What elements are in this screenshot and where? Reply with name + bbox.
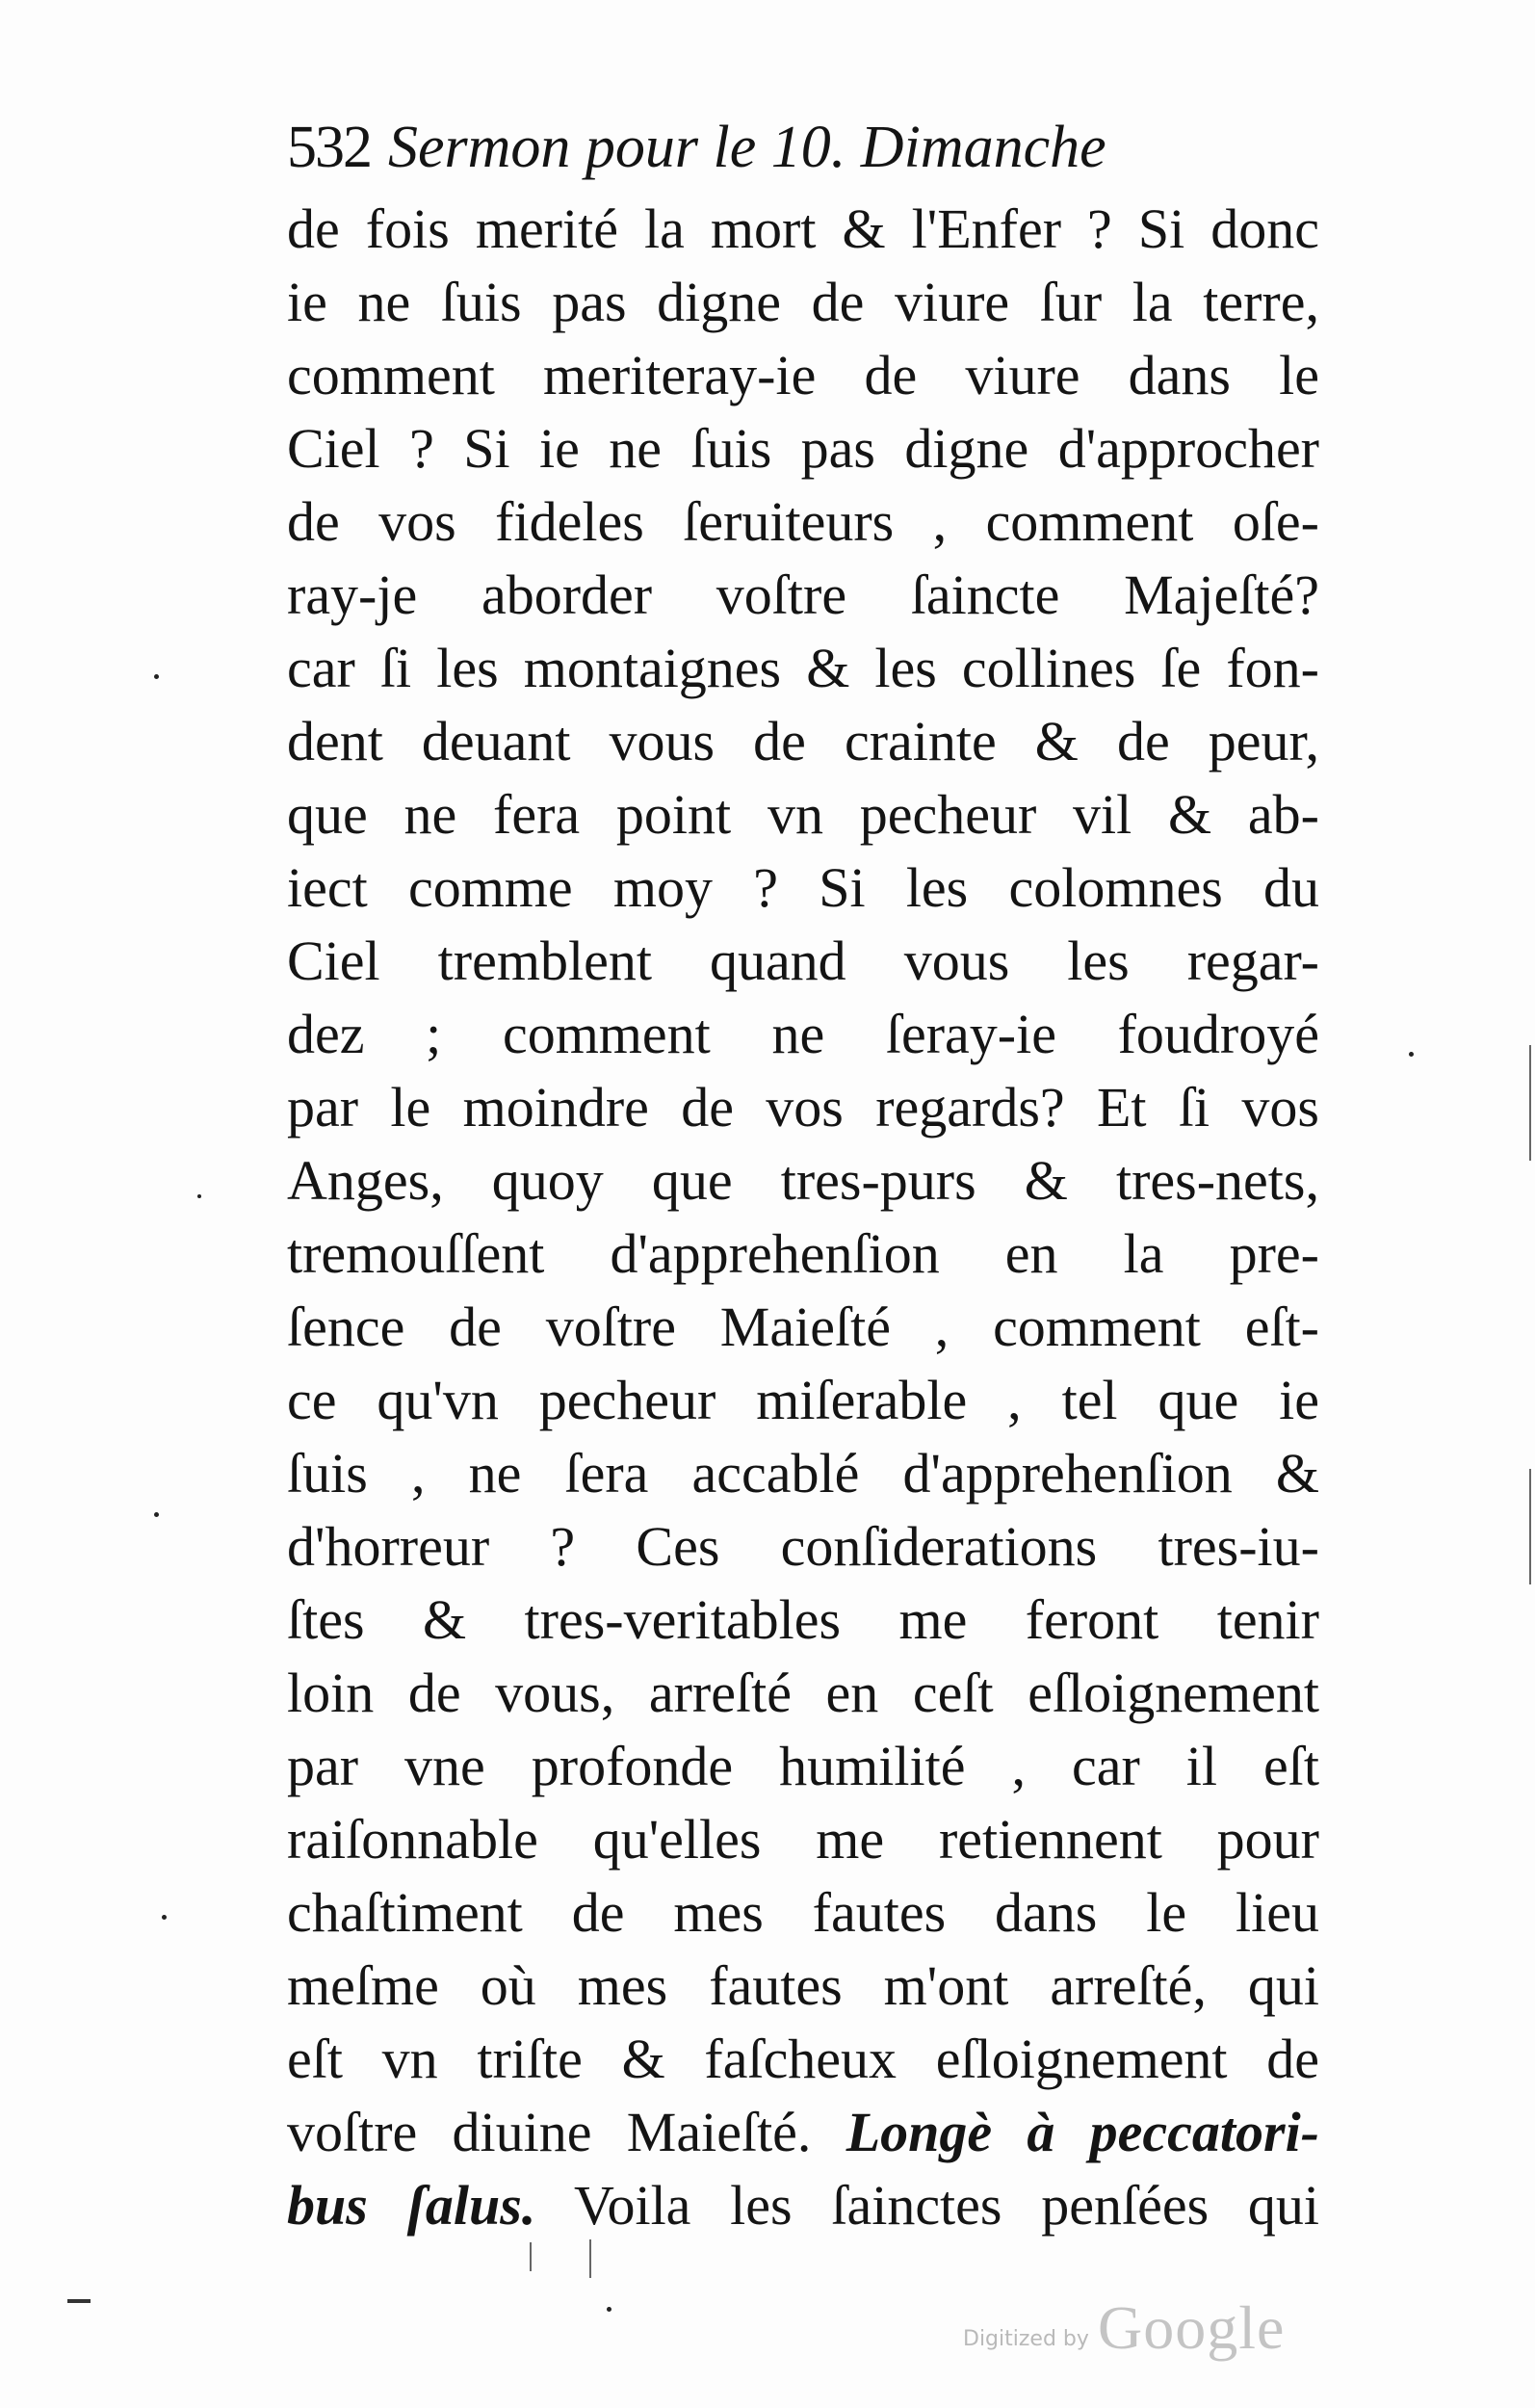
text-line: chaſtiment de mes fautes dans le lieu <box>287 1881 1319 1944</box>
scan-speck <box>162 1915 167 1920</box>
scan-speck <box>1409 1052 1414 1057</box>
text-line: loin de vous, arreſté en ceſt eſloignement <box>287 1662 1319 1724</box>
text-line: ſtes & tres-veritables me feront tenir <box>287 1588 1319 1651</box>
text-line <box>287 2169 1319 2242</box>
latin-quote: bus ſalus. <box>287 2174 536 2237</box>
text-line: de vos fideles ſeruiteurs , comment oſe- <box>287 490 1319 553</box>
text-line: comment meriteray-ie de viure dans le <box>287 344 1319 406</box>
scan-mark <box>1529 1469 1531 1584</box>
scan-speck <box>607 2307 611 2312</box>
text-line: dez ; comment ne ſeray-ie foudroyé <box>287 1003 1319 1065</box>
scan-mark <box>67 2299 91 2303</box>
sermon-text <box>287 193 1327 2242</box>
running-head: Sermon pour le 10. Dimanche <box>388 115 1106 180</box>
scan-speck <box>154 674 159 679</box>
watermark-caption: Digitized by <box>963 2327 1089 2351</box>
text-line: car ſi les montaignes & les collines ſe fon- <box>287 637 1319 699</box>
text-line: raiſonnable qu'elles me retiennent pour <box>287 1808 1319 1871</box>
text-line: d'horreur ? Ces conſiderations tres-iu- <box>287 1515 1319 1578</box>
text-line: iect comme moy ? Si les colomnes du <box>287 856 1319 919</box>
text-line: tremouſſent d'apprehenſion en la pre- <box>287 1222 1319 1285</box>
text-line: Ciel tremblent quand vous les regar- <box>287 929 1319 992</box>
page-number: 532 <box>287 115 371 180</box>
page-header <box>287 114 1269 191</box>
text-line: ie ne ſuis pas digne de viure ſur la terre, <box>287 271 1319 333</box>
text-line: Anges, quoy que tres-purs & tres-nets, <box>287 1149 1319 1212</box>
text-line: de fois merité la mort & l'Enfer ? Si donc <box>287 197 1319 260</box>
text-fragment: Voila les ſainctes penſées qui <box>574 2174 1320 2237</box>
text-fragment: voſtre diuine Maieſté. <box>287 2101 812 2163</box>
text-line: eſt vn triſte & faſcheux eſloignement de <box>287 2028 1319 2090</box>
scan-mark <box>530 2242 532 2271</box>
text-line: par vne profonde humilité , car il eſt <box>287 1735 1319 1797</box>
text-line: ſuis , ne ſera accablé d'apprehenſion & <box>287 1442 1319 1505</box>
text-line: par le moindre de vos regards? Et ſi vos <box>287 1076 1319 1139</box>
text-line: meſme où mes fautes m'ont arreſté, qui <box>287 1954 1319 2017</box>
latin-quote: Longè à peccatori- <box>846 2101 1320 2163</box>
scan-speck <box>197 1194 201 1198</box>
scan-speck <box>154 1512 159 1517</box>
text-line: ray-je aborder voſtre ſaincte Majeſté? <box>287 563 1319 626</box>
text-line: dent deuant vous de crainte & de peur, <box>287 710 1319 772</box>
text-line: ce qu'vn pecheur miſerable , tel que ie <box>287 1369 1319 1431</box>
scan-mark <box>589 2239 591 2278</box>
text-line: Ciel ? Si ie ne ſuis pas digne d'approcher <box>287 417 1319 480</box>
text-line: que ne fera point vn pecheur vil & ab- <box>287 783 1319 846</box>
text-line <box>287 2096 1319 2169</box>
google-logo: Google <box>1098 2293 1286 2362</box>
digitized-watermark <box>963 2292 1290 2369</box>
text-line: ſence de voſtre Maieſté , comment eſt- <box>287 1296 1319 1358</box>
scan-mark <box>1529 1045 1531 1161</box>
